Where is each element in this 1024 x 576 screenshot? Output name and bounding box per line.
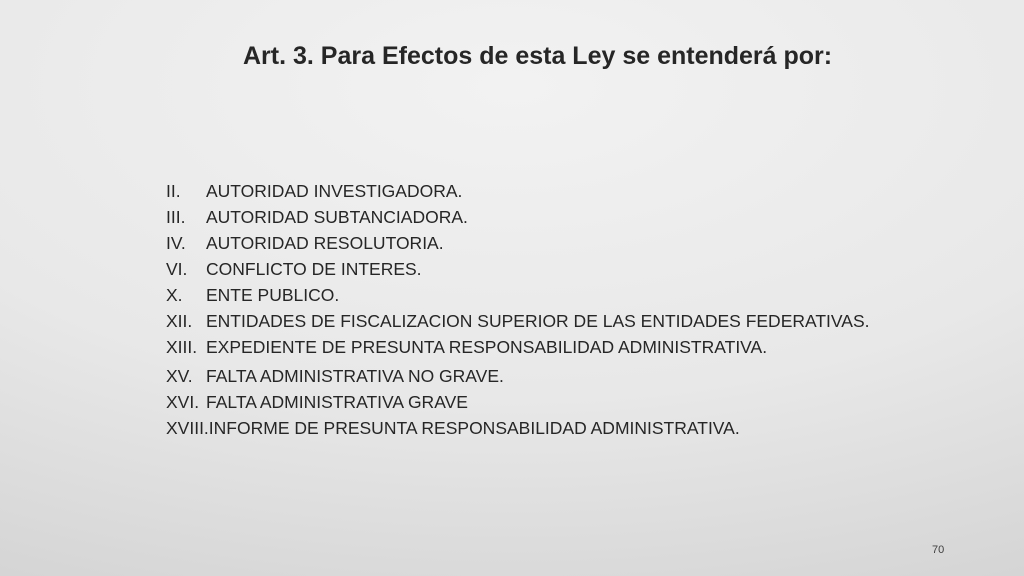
- item-text: ENTIDADES DE FISCALIZACION SUPERIOR DE LAS ENTIDADES FEDERATIVAS.: [206, 311, 870, 331]
- list-item: [166, 334, 870, 360]
- item-numeral: III.: [166, 207, 186, 227]
- item-numeral: XVI.: [166, 392, 200, 412]
- item-text: EXPEDIENTE DE PRESUNTA RESPONSABILIDAD ADMINISTRATIVA.: [206, 337, 768, 357]
- item-numeral: XIII.: [166, 337, 198, 357]
- item-text: AUTORIDAD SUBTANCIADORA.: [206, 207, 468, 227]
- item-numeral: XV.: [166, 366, 193, 386]
- item-text: FALTA ADMINISTRATIVA GRAVE: [206, 392, 468, 412]
- item-numeral: II.: [166, 181, 181, 201]
- definitions-list: [166, 178, 870, 441]
- list-item: [166, 415, 870, 441]
- list-item: [166, 389, 870, 415]
- item-numeral: VI.: [166, 259, 188, 279]
- item-numeral: IV.: [166, 233, 186, 253]
- list-item: [166, 178, 870, 204]
- list-item: [166, 308, 870, 334]
- slide-title: Art. 3. Para Efectos de esta Ley se entenderá por:: [243, 42, 833, 70]
- list-item: [166, 256, 870, 282]
- list-item: [166, 363, 870, 389]
- list-item: [166, 204, 870, 230]
- list-item: [166, 230, 870, 256]
- item-text: AUTORIDAD INVESTIGADORA.: [206, 181, 463, 201]
- item-text: AUTORIDAD RESOLUTORIA.: [206, 233, 444, 253]
- item-numeral: XII.: [166, 311, 193, 331]
- list-item: [166, 282, 870, 308]
- page-number: 70: [932, 544, 945, 556]
- item-numeral: X.: [166, 285, 183, 305]
- item-text: INFORME DE PRESUNTA RESPONSABILIDAD ADMINISTRATIVA.: [208, 418, 740, 438]
- item-text: CONFLICTO DE INTERES.: [206, 259, 422, 279]
- item-numeral: XVIII.: [166, 418, 209, 438]
- item-text: FALTA ADMINISTRATIVA NO GRAVE.: [206, 366, 504, 386]
- item-text: ENTE PUBLICO.: [206, 285, 340, 305]
